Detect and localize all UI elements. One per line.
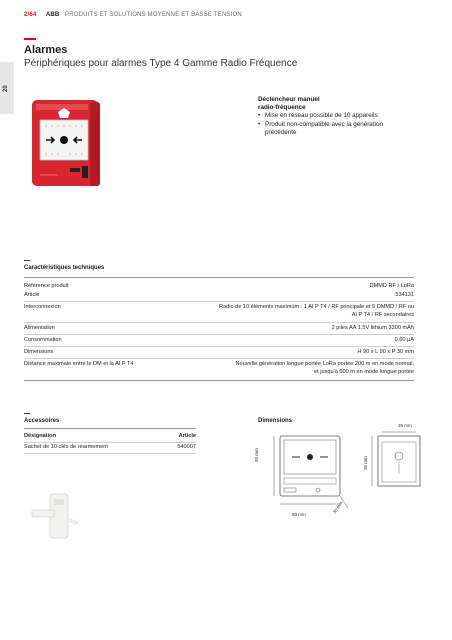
accessories-accent: [24, 413, 30, 414]
spec-label: Distance maximale entre le DM et la AI P T4: [24, 361, 134, 367]
accessory-designation: Sachet de 10 clés de réarmement: [24, 444, 108, 450]
product-heading-line1: Déclencheur manuel: [258, 96, 320, 103]
spec-row-divider: [24, 358, 414, 359]
accessories-header-divider: [24, 442, 196, 443]
spec-label: Article: [24, 292, 40, 298]
accessory-row: [24, 444, 196, 452]
spec-row: [24, 349, 414, 357]
product-image: [30, 98, 102, 188]
accessory-article: 540007: [177, 444, 196, 450]
product-bullets: [258, 112, 408, 137]
spec-value-continued: AI P T4 / RF secondaires: [351, 312, 414, 318]
dim-side-height-label: 35 mm: [363, 456, 368, 470]
spec-row: [24, 304, 414, 320]
side-tab-label: 20: [3, 85, 9, 92]
spec-row: [24, 283, 414, 291]
col-article: Article: [178, 433, 196, 439]
spec-value: Radio de 10 éléments maximum : 1 AI P T4 / RF principale et 9 DMMD / RF ou: [218, 304, 414, 310]
accessories-header-row: [24, 433, 196, 441]
brand-name: ABB: [45, 12, 60, 18]
specs-accent: [24, 260, 30, 261]
reset-key-image: [28, 488, 98, 544]
spec-value: 0.60 µA: [394, 337, 414, 343]
dim-height-label: 90 mm: [254, 448, 259, 462]
spec-value: 2 piles AA 1.5V lithium 3300 mAh: [331, 325, 414, 331]
product-description: [258, 96, 408, 137]
specs-title: Caractéristiques techniques: [24, 265, 105, 271]
dim-side-top-label: 35 mm: [398, 423, 412, 428]
spec-value: Nouvelle génération longue portée LoRa portée 200 m en mode normal,: [235, 361, 414, 367]
product-bullet: • Produit non-compatible avec la génération précédente: [258, 121, 408, 137]
dimension-drawing: [264, 430, 424, 520]
dimensions-title: Dimensions: [258, 418, 293, 424]
page-subtitle: Périphériques pour alarmes Type 4 Gamme Radio Fréquence: [24, 58, 298, 69]
spec-label: Consommation: [24, 337, 62, 343]
side-tab: [0, 62, 14, 114]
spec-row-divider: [24, 322, 414, 323]
product-bullet: • Mise en réseau possible de 10 appareils: [258, 112, 408, 120]
dim-depth-label: 30 mm: [331, 500, 344, 515]
page-header: [24, 12, 242, 18]
specs-bottom-divider: [24, 380, 414, 381]
spec-value-continued: et jusqu'à 600 m en mode longue portée: [314, 369, 414, 375]
spec-label: Référence produit: [24, 283, 69, 289]
spec-row: [24, 337, 414, 345]
spec-row-divider: [24, 301, 414, 302]
col-designation: Désignation: [24, 433, 57, 439]
spec-row: [24, 361, 414, 377]
spec-value: DMMD RF / LoRa: [369, 283, 414, 289]
title-accent-bar: [24, 38, 36, 40]
spec-row-divider: [24, 346, 414, 347]
dim-width-label: 90 mm: [292, 512, 306, 517]
spec-label: Interconnexion: [24, 304, 61, 310]
accessories-title: Accessoires: [24, 418, 60, 424]
catalog-name: PRODUITS ET SOLUTIONS MOYENNE ET BASSE TENSION: [65, 12, 242, 18]
spec-row: [24, 292, 414, 300]
accessory-row-divider: [24, 453, 196, 454]
spec-label: Alimentation: [24, 325, 55, 331]
spec-row-divider: [24, 334, 414, 335]
specs-divider: [24, 277, 414, 278]
spec-value: 534131: [395, 292, 414, 298]
spec-row: [24, 325, 414, 333]
spec-value: H 90 x L 90 x P 30 mm: [357, 349, 414, 355]
accessories-divider: [24, 428, 196, 429]
page-title: Alarmes: [24, 44, 68, 56]
spec-label: Dimensions: [24, 349, 54, 355]
product-heading-line2: radio-fréquence: [258, 104, 306, 112]
page-number: 2/64: [24, 12, 37, 18]
